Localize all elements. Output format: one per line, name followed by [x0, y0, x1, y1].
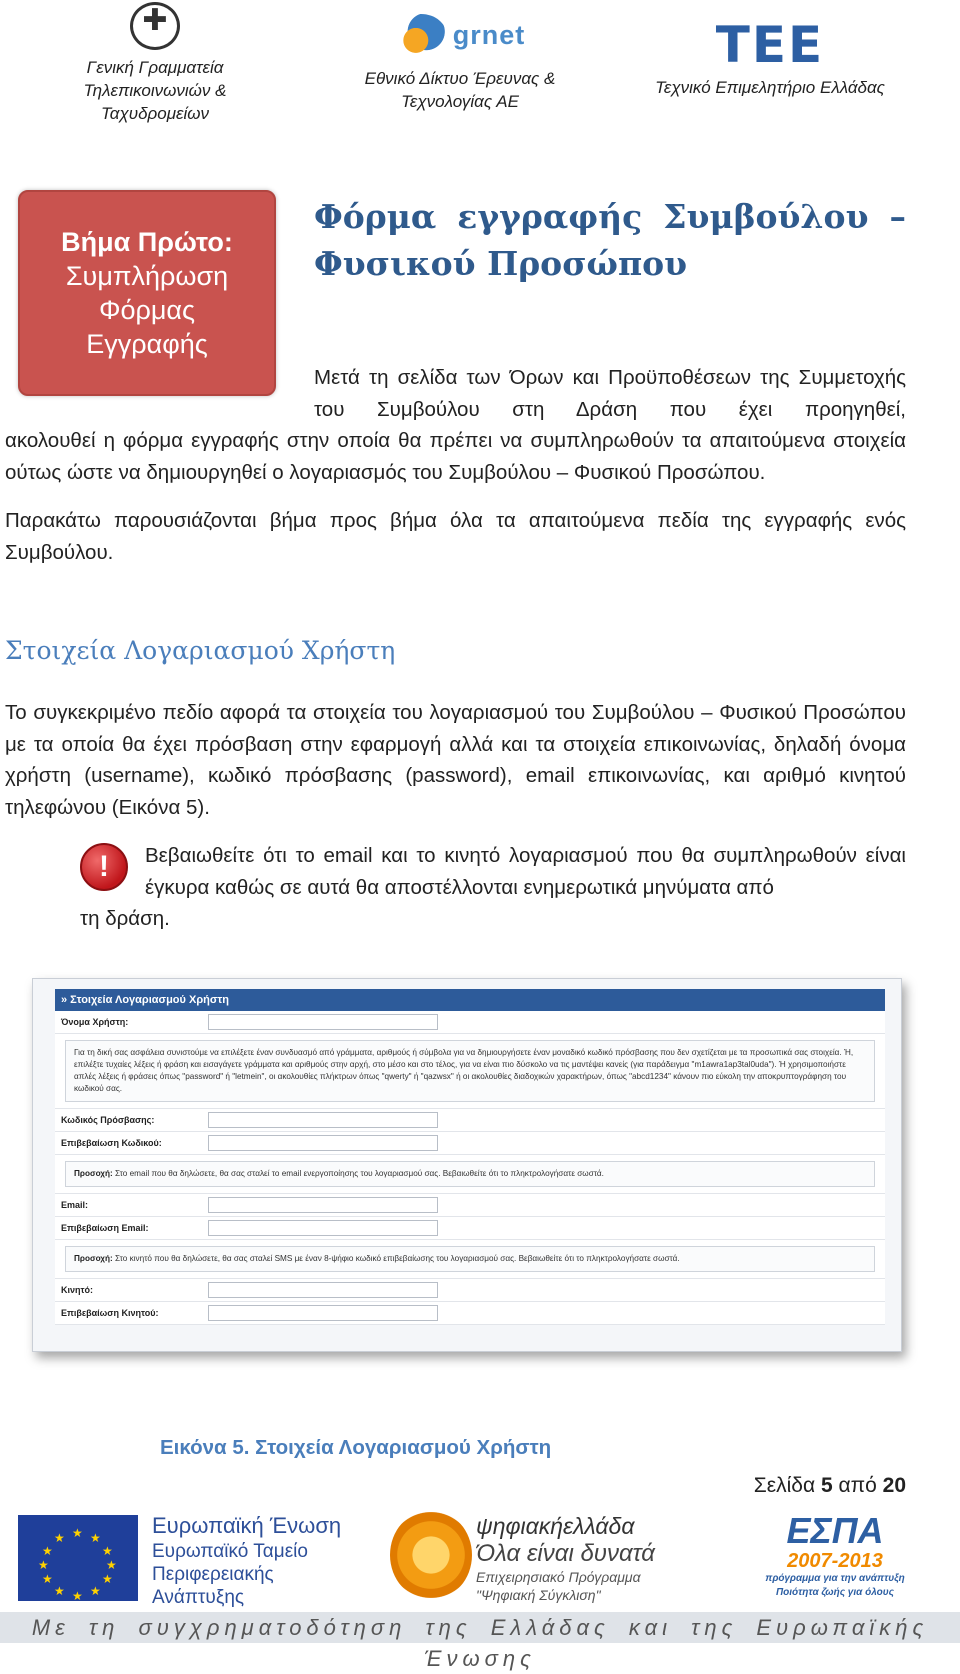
eu-star-icon: ★: [38, 1558, 49, 1572]
mobile-note-text: Στο κινητό που θα δηλώσετε, θα σας σταλεί SMS με έναν 8-ψήφιο κωδικό επιβεβαίωσης του λογαριασμού σας. Βεβαιωθείτε ότι το πληκτρολογήσατε σωστά.: [115, 1254, 680, 1263]
email-label: Email:: [61, 1200, 89, 1210]
header-org2-line1: Εθνικό Δίκτυο Έρευνας &: [364, 69, 556, 88]
eu-text-3: Περιφερειακής: [152, 1564, 274, 1585]
eu-star-icon: ★: [102, 1572, 113, 1586]
mobile-row: [55, 1279, 885, 1302]
page-title-line2: Φυσικού Προσώπου: [314, 244, 688, 283]
email-row: [55, 1194, 885, 1217]
step-title: Βήμα Πρώτο:: [61, 227, 233, 257]
eu-star-icon: ★: [54, 1531, 65, 1545]
username-row: [55, 1011, 885, 1034]
eu-star-icon: ★: [90, 1531, 101, 1545]
eu-text-2: Ευρωπαϊκό Ταμείο: [152, 1541, 308, 1562]
eu-star-icon: ★: [90, 1584, 101, 1598]
email-note-text: Στο email που θα δηλώσετε, θα σας σταλεί το email ενεργοποίησης του λογαριασμού σας. Βεβαιωθείτε ότι το πληκτρολογήσατε σωστά.: [115, 1169, 604, 1178]
eu-star-icon: ★: [106, 1558, 117, 1572]
step-sub-3: Εγγραφής: [86, 329, 208, 359]
eu-star-icon: ★: [42, 1572, 53, 1586]
warning-text-end: τη δράση.: [80, 907, 170, 930]
greek-emblem-icon: [130, 2, 180, 50]
mobile-note-label: Προσοχή:: [74, 1254, 113, 1263]
password-confirm-input[interactable]: [208, 1135, 438, 1151]
step-one-badge: [18, 190, 276, 396]
eu-star-icon: ★: [72, 1526, 83, 1540]
intro-paragraph-a: Μετά τη σελίδα των Όρων και Προϋποθέσεων της Συμμετοχής του Συμβούλου στη Δράση που έχει προηγηθεί,: [314, 366, 906, 421]
grnet-logo-text: grnet: [452, 20, 526, 50]
password-input[interactable]: [208, 1112, 438, 1128]
digital-greece-title: ψηφιακήελλάδα: [476, 1513, 635, 1539]
header-org-gsst: [55, 0, 255, 125]
mobile-label: Κινητό:: [61, 1285, 94, 1295]
mobile-confirm-row: [55, 1302, 885, 1325]
password-row: [55, 1109, 885, 1132]
espa-tagline-1: πρόγραμμα για την ανάπτυξη: [765, 1573, 905, 1584]
header-org3-name: Τεχνικό Επιμελητήριο Ελλάδας: [655, 78, 885, 97]
form-screenshot: [32, 978, 902, 1352]
eu-star-icon: ★: [72, 1589, 83, 1603]
username-label: Όνομα Χρήστη:: [61, 1017, 129, 1027]
page-title: [314, 193, 906, 287]
eu-star-icon: ★: [42, 1544, 53, 1558]
warning-icon: !: [80, 843, 128, 891]
page-prefix: Σελίδα: [753, 1474, 816, 1497]
espa-logo: [760, 1512, 910, 1600]
page-total: 20: [882, 1474, 906, 1497]
page-number: [754, 1474, 906, 1498]
digital-greece-program-1: Επιχειρησιακό Πρόγραμμα: [476, 1569, 641, 1585]
intro-paragraph-b: ακολουθεί η φόρμα εγγραφής στην οποία θα πρέπει να συμπληρωθούν τα απαιτούμενα στοιχεία ούτως ώστε να δημιουργηθεί ο λογαριασμός του Συμβούλου – Φυσικού Προσώπου.: [5, 429, 906, 484]
header-org2-line2: Τεχνολογίας ΑΕ: [401, 92, 519, 111]
email-confirm-row: [55, 1217, 885, 1240]
digital-greece-program-2: "Ψηφιακή Σύγκλιση": [476, 1587, 601, 1603]
password-label: Κωδικός Πρόσβασης:: [61, 1115, 155, 1125]
password-hint: [55, 1034, 885, 1109]
digital-greece-logo: [476, 1512, 655, 1604]
username-input[interactable]: [208, 1014, 438, 1030]
password-confirm-label: Επιβεβαίωση Κωδικού:: [61, 1138, 162, 1148]
cofunding-strip: Με τη συγχρηματοδότηση της Ελλάδας και της Ευρωπαϊκής Ένωσης: [0, 1612, 960, 1643]
mobile-input[interactable]: [208, 1282, 438, 1298]
step-sub-1: Συμπλήρωση: [65, 261, 229, 291]
espa-tagline-2: Ποιότητα ζωής για όλους: [775, 1587, 895, 1598]
email-input[interactable]: [208, 1197, 438, 1213]
espa-years: 2007-2013: [787, 1550, 883, 1572]
email-confirm-input[interactable]: [208, 1220, 438, 1236]
email-note-label: Προσοχή:: [74, 1169, 113, 1178]
header-org1-line1: Γενική Γραμματεία: [86, 58, 224, 77]
section-heading: Στοιχεία Λογαριασμού Χρήστη: [5, 636, 396, 665]
page-current: 5: [820, 1474, 833, 1497]
tee-logo: ΤΕΕ: [715, 16, 825, 74]
eu-star-icon: ★: [102, 1544, 113, 1558]
header-org-grnet: [330, 0, 590, 113]
eu-star-icon: ★: [54, 1584, 65, 1598]
digital-greece-emblem-icon: [390, 1510, 472, 1600]
page-title-line1: Φόρμα εγγραφής Συμβούλου –: [314, 197, 906, 236]
eu-text-4: Ανάπτυξης: [152, 1587, 245, 1608]
email-confirm-label: Επιβεβαίωση Email:: [61, 1223, 149, 1233]
figure-caption: Εικόνα 5. Στοιχεία Λογαριασμού Χρήστη: [160, 1436, 552, 1459]
espa-title: ΕΣΠΑ: [786, 1510, 884, 1551]
header-org1-line2: Τηλεπικοινωνιών &: [83, 81, 227, 100]
mobile-confirm-input[interactable]: [208, 1305, 438, 1321]
steps-paragraph: Παρακάτω παρουσιάζονται βήμα προς βήμα όλα τα απαιτούμενα πεδία της εγγραφής ενός Συμβούλου.: [5, 509, 906, 564]
email-note: [55, 1155, 885, 1194]
mobile-note: [55, 1240, 885, 1279]
digital-greece-slogan: Όλα είναι δυνατά: [476, 1540, 655, 1567]
warning-text: Βεβαιωθείτε ότι το email και το κινητό λογαριασμού που θα συμπληρωθούν είναι έγκυρα καθώς σε αυτά θα αποστέλλονται ενημερωτικά μηνύματα από: [145, 844, 906, 899]
header-org1-line3: Ταχυδρομείων: [100, 104, 210, 123]
step-sub-2: Φόρμας: [98, 295, 196, 325]
mobile-confirm-label: Επιβεβαίωση Κινητού:: [61, 1308, 159, 1318]
header-org-tee: [630, 0, 910, 99]
password-hint-text: Για τη δική σας ασφάλεια συνιστούμε να επιλέξετε έναν συνδυασμό από γράμματα, αριθμούς ή σύμβολα για να δημιουργήσετε έναν μοναδικό κωδικό πρόσβασης που δεν σχετίζεται με τα προσωπικά σας στοιχεία. Ή, επιλέξτε τυχαίες λέξεις ή φράση και εισαγάγετε γράμματα και αριθμούς στην αρχή, στο μέσο και στο τέλος, για να είναι πιο δύσκολο να τις μαντέψει κανείς (για παράδειγμα "m1awra1ap3tal0uda"). Ή χρησιμοποιήστε απλές λέξεις ή φράσεις όπως "password" ή "letmein", οι ακολουθίες πλήκτρων όπως "qwerty" ή "qazwsx" ή οι ακολουθίες διαδοχικών χαρακτήρων, όπως "abcd1234" κάνουν πιο εύκολη την αποκρυπτογράφηση του κωδικού σας.: [65, 1040, 875, 1102]
eu-flag-icon: [18, 1515, 138, 1601]
form-section-header: » Στοιχεία Λογαριασμού Χρήστη: [55, 989, 885, 1011]
password-confirm-row: [55, 1132, 885, 1155]
account-description: Το συγκεκριμένο πεδίο αφορά τα στοιχεία του λογαριασμού του Συμβούλου – Φυσικού Προσώπου με τα οποία θα έχει πρόσβαση στην εφαρμογή αλλά και τα στοιχεία επικοινωνίας, δηλαδή όνομα χρήστη (username), κωδικό πρόσβασης (password), email επικοινωνίας, και αριθμό κινητού τηλεφώνου (Εικόνα 5).: [5, 701, 906, 819]
eu-text-1: Ευρωπαϊκή Ένωση: [152, 1513, 342, 1538]
grnet-logo: [330, 8, 590, 63]
page-sep: από: [838, 1474, 877, 1497]
eu-fund-text: [152, 1512, 341, 1609]
grnet-swirl-icon: [395, 14, 447, 58]
